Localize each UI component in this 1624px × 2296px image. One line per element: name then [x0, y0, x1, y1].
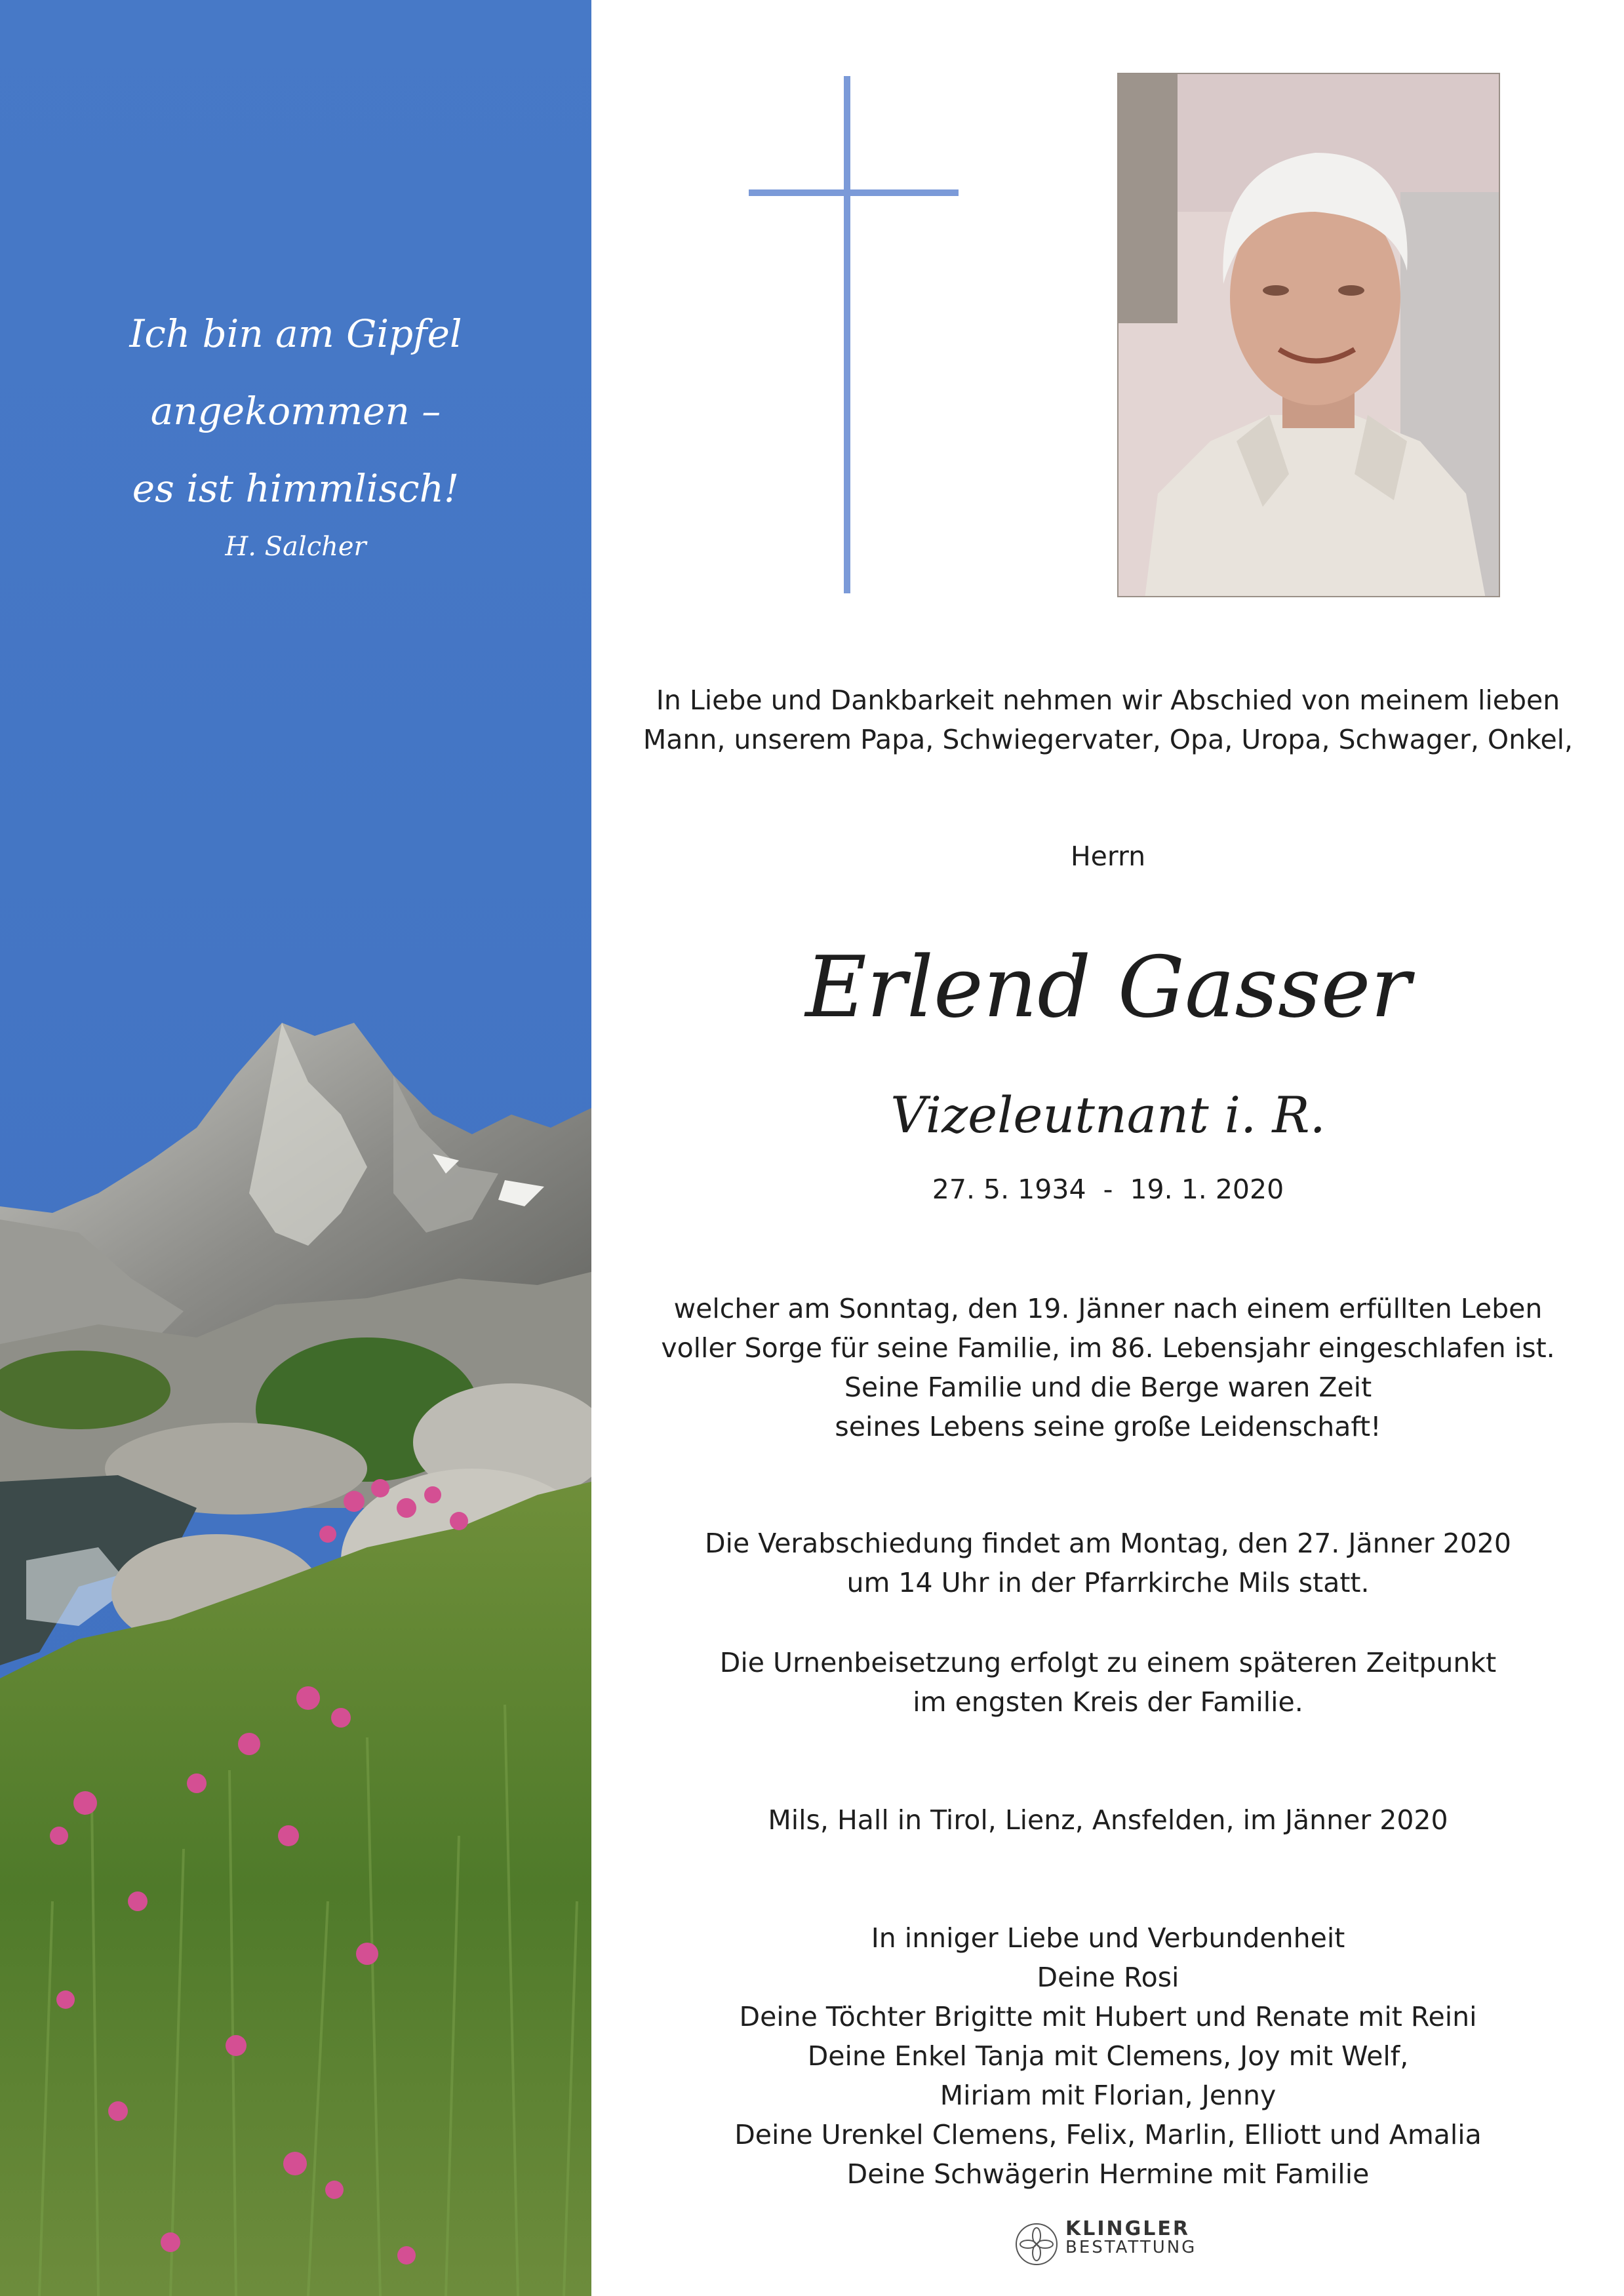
farewell-line: Die Verabschiedung findet am Montag, den 27. Jänner 2020: [704, 1528, 1512, 1559]
mourner-line: Deine Rosi: [1037, 1962, 1179, 1993]
place-date: Mils, Hall in Tirol, Lienz, Ansfelden, im Jänner 2020: [768, 1804, 1448, 1836]
mourner-line: Deine Urenkel Clemens, Felix, Marlin, Elliott und Amalia: [734, 2119, 1482, 2150]
mourner-line: In inniger Liebe und Verbundenheit: [871, 1922, 1345, 1954]
flower-icon: [1014, 2221, 1060, 2267]
quote-line: es ist himmlisch!: [132, 466, 460, 511]
mourner-line: Deine Enkel Tanja mit Clemens, Joy mit Welf,: [807, 2040, 1409, 2072]
deceased-name: Erlend Gasser: [805, 939, 1411, 1037]
urn-line: Die Urnenbeisetzung erfolgt zu einem späteren Zeitpunkt: [719, 1647, 1497, 1678]
life-line: seines Lebens seine große Leidenschaft!: [835, 1411, 1381, 1442]
farewell-line: um 14 Uhr in der Pfarrkirche Mils statt.: [846, 1567, 1370, 1598]
logo-line: BESTATTUNG: [1065, 2238, 1197, 2257]
quote-line: Ich bin am Gipfel: [129, 311, 462, 356]
intro-line: Mann, unserem Papa, Schwiegervater, Opa, Uropa, Schwager, Onkel,: [643, 724, 1574, 755]
life-text: [616, 1289, 1600, 1446]
quote-line: angekommen –: [150, 389, 441, 433]
quote-author: H. Salcher: [225, 532, 366, 562]
life-dates: 27. 5. 1934 - 19. 1. 2020: [932, 1174, 1284, 1205]
mourner-line: Miriam mit Florian, Jenny: [940, 2080, 1277, 2111]
mourner-line: Deine Töchter Brigitte mit Hubert und Renate mit Reini: [739, 2001, 1477, 2032]
portrait-photo: [1117, 73, 1500, 597]
mourner-line: Deine Schwägerin Hermine mit Familie: [846, 2158, 1370, 2190]
funeral-home-logo: [1010, 2209, 1233, 2282]
salutation: Herrn: [1070, 841, 1146, 872]
intro-line: In Liebe und Dankbarkeit nehmen wir Abschied von meinem lieben: [656, 684, 1560, 716]
logo-line: KLINGLER: [1065, 2217, 1190, 2240]
farewell-text: [616, 1524, 1600, 1602]
intro-text: [616, 681, 1600, 759]
life-line: welcher am Sonntag, den 19. Jänner nach einem erfüllten Leben: [673, 1293, 1543, 1324]
mourners-list: [616, 1918, 1600, 2194]
urn-text: [616, 1643, 1600, 1722]
deceased-rank: Vizeleutnant i. R.: [890, 1086, 1326, 1144]
life-line: voller Sorge für seine Familie, im 86. Lebensjahr eingeschlafen ist.: [661, 1332, 1555, 1364]
urn-line: im engsten Kreis der Familie.: [913, 1686, 1303, 1718]
life-line: Seine Familie und die Berge waren Zeit: [844, 1372, 1372, 1403]
